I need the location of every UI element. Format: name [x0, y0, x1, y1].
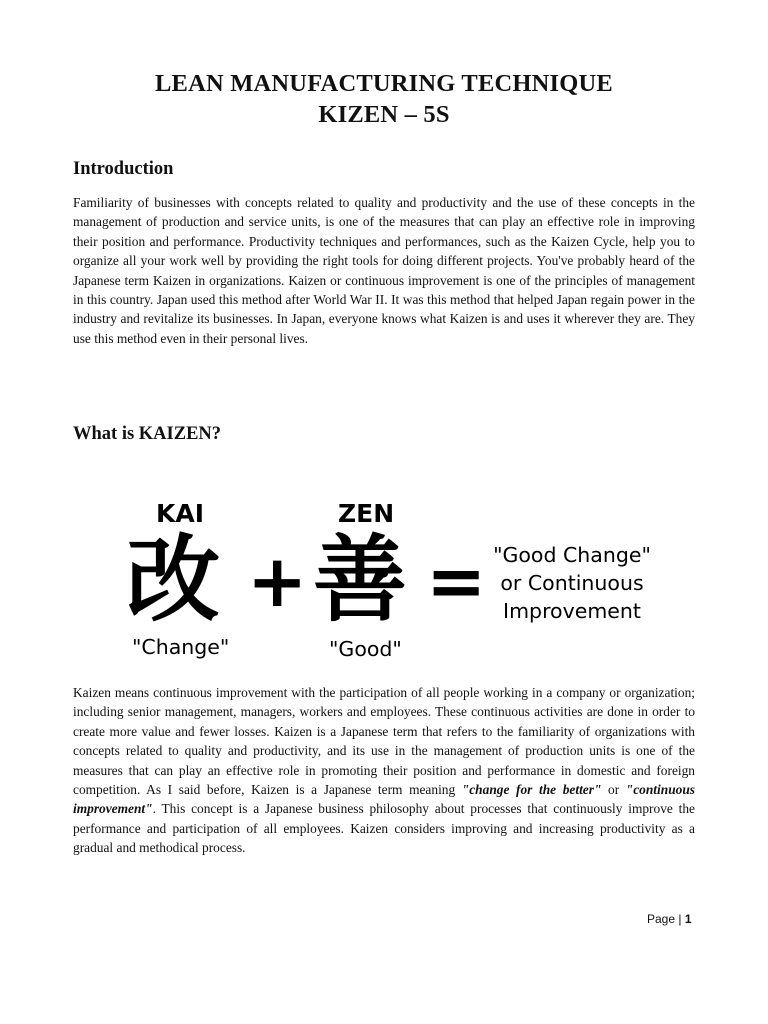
plus-sign: + [247, 539, 308, 623]
zen-label: ZEN [338, 499, 395, 528]
kaizen-paragraph-part-2: . This concept is a Japanese business philosophy about processes that continuously improve the performance and participation of all employees. Kaizen considers improving and increasing productivity as a gradual and methodical process. [73, 801, 695, 856]
introduction-paragraph: Familiarity of businesses with concepts related to quality and productivity and the use of these concepts in the management of production and service units, is one of the measures that can play an effective role in improving their position and performance. Productivity techniques and performances, such as the Kaizen Cycle, help you to organize all your work well by providing the right tools for doing different projects. You've probably heard of the Japanese term Kaizen in organizations. Kaizen or continuous improvement is one of the principles of management in this country. Japan used this method after World War II. It was this method that helped Japan regain power in the industry and revitalize its businesses. In Japan, everyone knows what Kaizen is and uses it wherever they are. They use this method even in their personal lives. [73, 195, 695, 346]
emphasis-continuous-improvement: "continuous improvement" [73, 782, 695, 817]
zen-kanji-character: 善 [313, 526, 408, 635]
title-line-1: LEAN MANUFACTURING TECHNIQUE [155, 70, 613, 97]
kaizen-paragraph-connector: or [601, 782, 626, 798]
kaizen-result-text [482, 541, 662, 625]
equals-sign: = [426, 539, 487, 623]
result-line-1: "Good Change" [493, 543, 651, 567]
document-title [0, 68, 768, 130]
emphasis-change-for-the-better: "change for the better" [461, 782, 602, 798]
page-label: Page [647, 912, 676, 926]
kai-label: KAI [156, 499, 205, 528]
kai-translation: "Change" [132, 635, 230, 659]
page-number: 1 [684, 912, 692, 926]
result-line-3: Improvement [503, 599, 641, 623]
introduction-heading: Introduction [73, 159, 174, 179]
kaizen-paragraph-part-1: Kaizen means continuous improvement with the participation of all people working in a company or organization; including senior management, managers, workers and employees. These continuous activities are done in order to create more value and fewer losses. Kaizen is a Japanese term that refers to the familiarity of organizations with concepts related to quality and productivity, and its use in the management of production units is one of the measures that can play an effective role in promoting their position and performance in domestic and foreign competition. As I said before, Kaizen is a Japanese term meaning [73, 685, 695, 798]
page-footer [647, 912, 692, 926]
kaizen-definition-graphic [120, 495, 680, 665]
kaizen-paragraph [73, 683, 695, 858]
title-line-2: KIZEN – 5S [318, 101, 450, 128]
page-separator: | [678, 912, 682, 926]
kai-kanji-character: 改 [126, 526, 221, 635]
result-line-2: or Continuous [500, 571, 644, 595]
zen-translation: "Good" [329, 637, 402, 661]
what-is-kaizen-heading: What is KAIZEN? [73, 424, 222, 444]
